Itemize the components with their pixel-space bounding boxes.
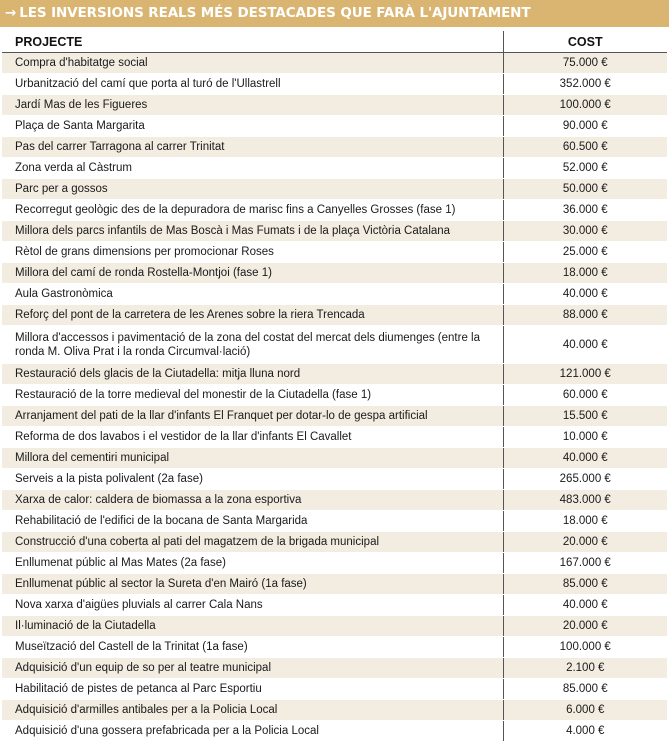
table-row <box>2 74 667 95</box>
project-cell: Parc per a gossos <box>2 179 503 200</box>
project-cell: Enllumenat públic al Mas Mates (2a fase) <box>2 553 503 574</box>
cost-cell: 10.000 € <box>503 427 667 448</box>
project-cell: Adquisició d'armilles antibales per a la Policia Local <box>2 700 503 721</box>
project-cell: Millora del camí de ronda Rostella-Montjoi (fase 1) <box>2 263 503 284</box>
cost-cell: 265.000 € <box>503 469 667 490</box>
table-row <box>2 700 667 721</box>
table-row <box>2 179 667 200</box>
table-row <box>2 221 667 242</box>
banner-title: LES INVERSIONS REALS MÉS DESTACADES QUE FARÀ L'AJUNTAMENT <box>19 5 531 21</box>
project-cell: Millora del cementiri municipal <box>2 448 503 469</box>
table-row <box>2 158 667 179</box>
project-cell: Compra d'habitatge social <box>2 53 503 74</box>
project-cell: Reforma de dos lavabos i el vestidor de la llar d'infants El Cavallet <box>2 427 503 448</box>
cost-cell: 18.000 € <box>503 511 667 532</box>
table-row <box>2 53 667 74</box>
cost-cell: 50.000 € <box>503 179 667 200</box>
cost-cell: 85.000 € <box>503 679 667 700</box>
table-header-row <box>2 31 667 53</box>
cost-cell: 15.500 € <box>503 406 667 427</box>
project-cell: Arranjament del pati de la llar d'infants El Franquet per dotar-lo de gespa artificial <box>2 406 503 427</box>
cost-cell: 18.000 € <box>503 263 667 284</box>
cost-cell: 25.000 € <box>503 242 667 263</box>
cost-cell: 352.000 € <box>503 74 667 95</box>
cost-cell: 88.000 € <box>503 305 667 326</box>
cost-cell: 52.000 € <box>503 158 667 179</box>
table-row <box>2 305 667 326</box>
cost-cell: 75.000 € <box>503 53 667 74</box>
cost-cell: 483.000 € <box>503 490 667 511</box>
cost-cell: 100.000 € <box>503 95 667 116</box>
table-row <box>2 263 667 284</box>
table-row <box>2 284 667 305</box>
project-cell: Pas del carrer Tarragona al carrer Trinitat <box>2 137 503 158</box>
table-row <box>2 385 667 406</box>
table-row <box>2 658 667 679</box>
project-cell: Museïtzació del Castell de la Trinitat (1a fase) <box>2 637 503 658</box>
cost-cell: 36.000 € <box>503 200 667 221</box>
table-row <box>2 242 667 263</box>
project-cell: Adquisició d'una gossera prefabricada per a la Policia Local <box>2 721 503 742</box>
banner <box>0 0 669 27</box>
table-row <box>2 137 667 158</box>
cost-cell: 85.000 € <box>503 574 667 595</box>
table-row <box>2 326 667 364</box>
cost-cell: 20.000 € <box>503 616 667 637</box>
project-cell: Habilitació de pistes de petanca al Parc Esportiu <box>2 679 503 700</box>
cost-cell: 6.000 € <box>503 700 667 721</box>
arrow-right-icon: → <box>5 5 17 21</box>
project-cell: Construcció d'una coberta al pati del magatzem de la brigada municipal <box>2 532 503 553</box>
table-row <box>2 427 667 448</box>
header-project: PROJECTE <box>2 31 503 53</box>
table-row <box>2 116 667 137</box>
cost-cell: 40.000 € <box>503 448 667 469</box>
table-row <box>2 637 667 658</box>
project-cell: Zona verda al Càstrum <box>2 158 503 179</box>
project-cell: Nova xarxa d'aigües pluvials al carrer Cala Nans <box>2 595 503 616</box>
project-cell: Plaça de Santa Margarita <box>2 116 503 137</box>
cost-cell: 40.000 € <box>503 284 667 305</box>
table-row <box>2 679 667 700</box>
table-row <box>2 511 667 532</box>
table-row <box>2 469 667 490</box>
project-cell: Recorregut geològic des de la depuradora de marisc fins a Canyelles Grosses (fase 1) <box>2 200 503 221</box>
cost-cell: 100.000 € <box>503 637 667 658</box>
cost-cell: 167.000 € <box>503 553 667 574</box>
table-row <box>2 95 667 116</box>
project-cell: Reforç del pont de la carretera de les Arenes sobre la riera Trencada <box>2 305 503 326</box>
project-cell: Il·luminació de la Ciutadella <box>2 616 503 637</box>
cost-cell: 40.000 € <box>503 326 667 364</box>
table-row <box>2 532 667 553</box>
table-row <box>2 364 667 385</box>
table-row <box>2 595 667 616</box>
cost-cell: 2.100 € <box>503 658 667 679</box>
cost-cell: 60.500 € <box>503 137 667 158</box>
cost-cell: 4.000 € <box>503 721 667 742</box>
project-cell: Rètol de grans dimensions per promocionar Roses <box>2 242 503 263</box>
project-cell: Restauració de la torre medieval del monestir de la Ciutadella (fase 1) <box>2 385 503 406</box>
project-cell: Adquisició d'un equip de so per al teatre municipal <box>2 658 503 679</box>
project-cell: Aula Gastronòmica <box>2 284 503 305</box>
project-cell: Xarxa de calor: caldera de biomassa a la zona esportiva <box>2 490 503 511</box>
cost-cell: 40.000 € <box>503 595 667 616</box>
project-cell: Serveis a la pista polivalent (2a fase) <box>2 469 503 490</box>
project-cell: Restauració dels glacis de la Ciutadella: mitja lluna nord <box>2 364 503 385</box>
cost-cell: 20.000 € <box>503 532 667 553</box>
cost-cell: 121.000 € <box>503 364 667 385</box>
table-row <box>2 553 667 574</box>
table-row <box>2 200 667 221</box>
project-cell: Millora dels parcs infantils de Mas Boscà i Mas Fumats i de la plaça Victòria Catalana <box>2 221 503 242</box>
project-cell: Millora d'accessos i pavimentació de la zona del costat del mercat dels diumenges (entre la ronda M. Oliva Prat i la ronda Circumval·lació) <box>2 326 503 364</box>
project-cell: Jardí Mas de les Figueres <box>2 95 503 116</box>
cost-cell: 30.000 € <box>503 221 667 242</box>
table-row <box>2 616 667 637</box>
table-row <box>2 721 667 742</box>
table-row <box>2 448 667 469</box>
project-cell: Enllumenat públic al sector la Sureta d'en Mairó (1a fase) <box>2 574 503 595</box>
table-row <box>2 574 667 595</box>
investments-table <box>2 31 667 742</box>
table-body <box>2 53 667 742</box>
cost-cell: 90.000 € <box>503 116 667 137</box>
project-cell: Urbanització del camí que porta al turó de l'Ullastrell <box>2 74 503 95</box>
table-row <box>2 490 667 511</box>
table-row <box>2 406 667 427</box>
project-cell: Rehabilitació de l'edifici de la bocana de Santa Margarida <box>2 511 503 532</box>
cost-cell: 60.000 € <box>503 385 667 406</box>
header-cost: COST <box>503 31 667 53</box>
